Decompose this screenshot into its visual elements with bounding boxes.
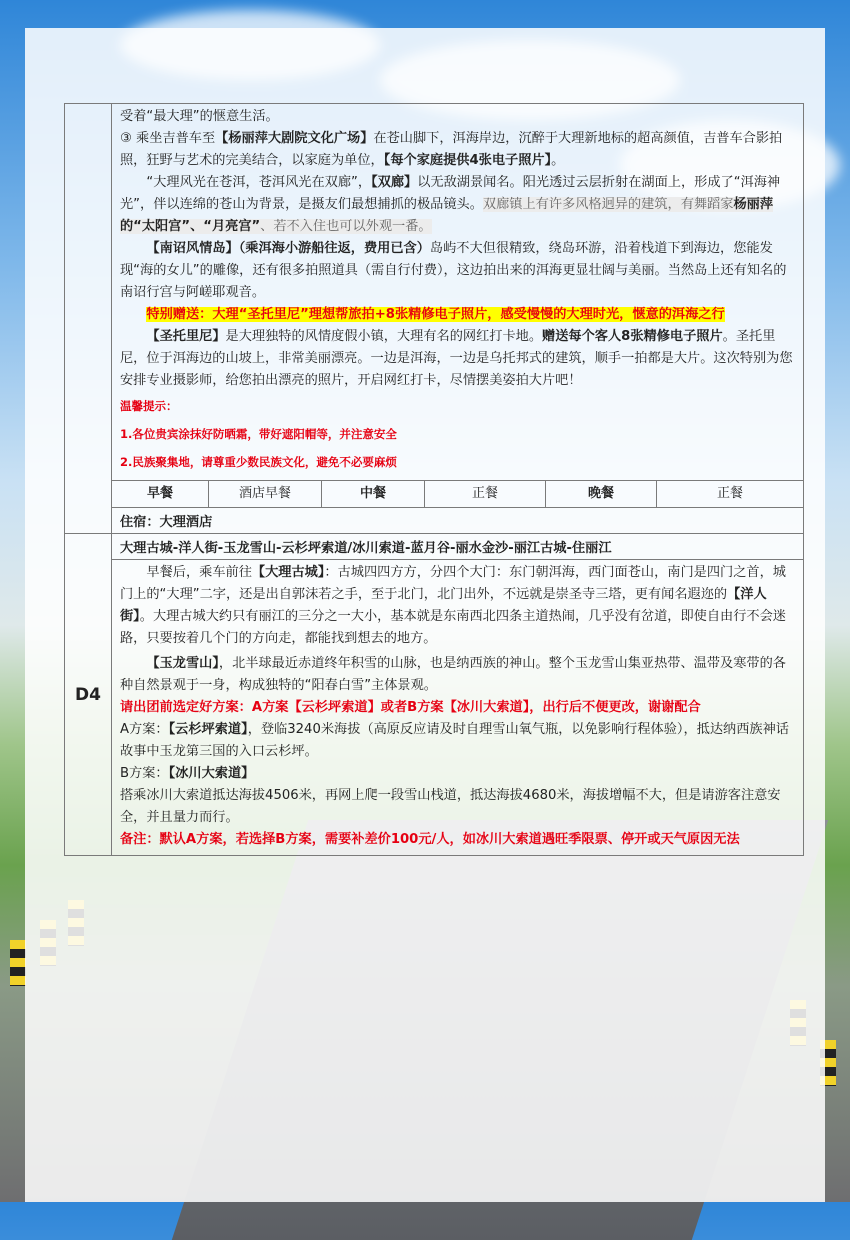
- lunch-label: 中餐: [322, 481, 425, 508]
- day4-snowmountain-paragraph: [120, 653, 795, 697]
- day4-notice: 请出团前选定好方案：A方案【云杉坪索道】或者B方案【冰川大索道】，出行后不便更改，谢谢配合: [120, 700, 701, 715]
- stay-row: [65, 508, 804, 534]
- text: 早餐后，乘车前往: [146, 565, 252, 580]
- text: “大理风光在苍洱，苍洱风光在双廊”，: [146, 175, 372, 190]
- tip-1: 1.各位贵宾涂抹好防晒霜，带好遮阳帽等，并注意安全: [120, 427, 397, 441]
- text: B方案：: [120, 766, 169, 781]
- day3-shuanglang-paragraph: [120, 172, 795, 238]
- day4-oldtown-paragraph: [120, 562, 795, 650]
- text: 。圣托里尼，位于洱海边的山坡上，非常美丽漂亮。一边是洱海，一边是乌托邦式的建筑，顺手一拍都是大片。这次特别为您安排专业摄影师，给您拍出漂亮的照片，开启网红打卡，尽情摆美姿拍大片吧！: [120, 329, 793, 388]
- text: 【玉龙雪山】: [146, 656, 219, 671]
- text: 【南诏风情岛】（乘洱海小游船往返，费用已含）: [146, 241, 430, 256]
- text: ：古城四四方方，分四个大门：东门朝洱海，西门面苍山，南门是四门之首，城门上的“大理”二字，还是出自郭沫若之手，至于北门，北门出外，不远就是崇圣寺三塔，更有闻名遐迩的: [120, 565, 786, 602]
- day3-gift-line: [120, 304, 795, 326]
- text: 【洋人街】: [120, 587, 767, 624]
- meals-row: [65, 481, 804, 508]
- day4-planB-title: [120, 763, 795, 785]
- text: ，北半球最近赤道终年积雪的山脉，也是纳西族的神山。整个玉龙雪山集亚热带、温带及寒带的各种自然景观于一身，构成独特的“阳春白雪”主体景观。: [120, 656, 786, 693]
- day3-nanzhao-paragraph: [120, 238, 795, 304]
- breakfast-label: 早餐: [112, 481, 209, 508]
- day4-content: [112, 560, 804, 856]
- day3-content-row: [65, 104, 804, 481]
- text: 是大理独特的风情度假小镇，大理有名的网红打卡地。: [225, 329, 543, 344]
- day3-line1: 受着“最大理”的惬意生活。: [120, 109, 279, 124]
- day4-title-row: [65, 534, 804, 560]
- lunch-value: 正餐: [425, 481, 546, 508]
- text: 以无敌湖景闻名。阳光透过云层折射在湖面上，形成了“洱海神光”，伴以连绵的苍山为背景，是摄友们最想捕抓的极品镜头。: [120, 175, 781, 212]
- text: ，登临3240米海拔（高原反应请及时自理雪山氧气瓶，以免影响行程体验），抵达纳西族神话故事中玉龙第三国的入口云杉坪。: [120, 722, 789, 759]
- dinner-value: 正餐: [657, 481, 804, 508]
- day3-content: [112, 104, 804, 481]
- day3-jeep-paragraph: [120, 128, 795, 172]
- gift-highlight: 特别赠送：大理“圣托里尼”理想帮旅拍+8张精修电子照片，感受慢慢的大理时光，惬意的洱海之行: [146, 307, 725, 322]
- breakfast-value: 酒店早餐: [209, 481, 322, 508]
- stay-text: 住宿：大理酒店: [112, 508, 804, 534]
- text: 岛屿不大但很精致，绕岛环游，沿着栈道下到海边，您能发现“海的女儿”的雕像，还有很多拍照道具（需自行付费），这边拍出来的洱海更显壮阔与美丽。当然岛上还有知名的南诏行宫与阿嵯耶观音。: [120, 241, 787, 300]
- text: 。大理古城大约只有丽江的三分之一大小，基本就是东南西北四条主道热闹，几乎没有岔道，即使自由行不会迷路，只要按着几个门的方向走，都能找到想去的地方。: [120, 609, 786, 646]
- text: 、若不入住也可以外观一番。: [260, 219, 432, 234]
- text: 【云杉坪索道】: [168, 722, 248, 737]
- day4-remark: 备注：默认A方案，若选择B方案，需要补差价100元/人，如冰川大索道遇旺季限票、停开或天气原因无法: [120, 832, 740, 847]
- day4-title: 大理古城-洋人街-玉龙雪山-云杉坪索道/冰川索道-蓝月谷-丽水金沙-丽江古城-住丽江: [112, 534, 804, 560]
- tip-title: 温馨提示：: [120, 399, 178, 413]
- tip-2: 2.民族聚集地，请尊重少数民族文化，避免不必要麻烦: [120, 455, 397, 469]
- text: 赠送每个客人8张精修电子照片: [542, 329, 723, 344]
- text: A方案：: [120, 722, 169, 737]
- text: 【圣托里尼】: [146, 329, 226, 344]
- text: ③ 乘坐吉普车至: [120, 131, 216, 146]
- day4-planA: [120, 719, 795, 763]
- text: 【双廊】: [371, 175, 418, 190]
- text: 【冰川大索道】: [168, 766, 255, 781]
- text: 杨丽萍的“太阳宫”、“月亮宫”: [120, 197, 774, 234]
- itinerary-table: [64, 103, 804, 856]
- text: 在苍山脚下，洱海岸边，沉醉于大理新地标的超高颜值，吉普车合影拍照，狂野与艺术的完美结合，以家庭为单位，: [120, 131, 783, 168]
- text: 双廊镇上有许多风格迥异的建筑，有舞蹈家: [482, 197, 734, 212]
- text: 【大理古城】: [251, 565, 325, 580]
- text: 【杨丽萍大剧院文化广场】: [215, 131, 374, 146]
- text: 。: [551, 153, 565, 168]
- day4-content-row: [65, 560, 804, 856]
- day4-label: D4: [65, 534, 112, 856]
- day4-planB-text: 搭乘冰川大索道抵达海拔4506米，再网上爬一段雪山栈道，抵达海拔4680米，海拔增幅不大，但是请游客注意安全，并且量力而行。: [120, 788, 781, 825]
- day3-label-cell: [65, 104, 112, 534]
- text: 【每个家庭提供4张电子照片】: [383, 153, 552, 168]
- dinner-label: 晚餐: [546, 481, 657, 508]
- day3-santorini-paragraph: [120, 326, 795, 392]
